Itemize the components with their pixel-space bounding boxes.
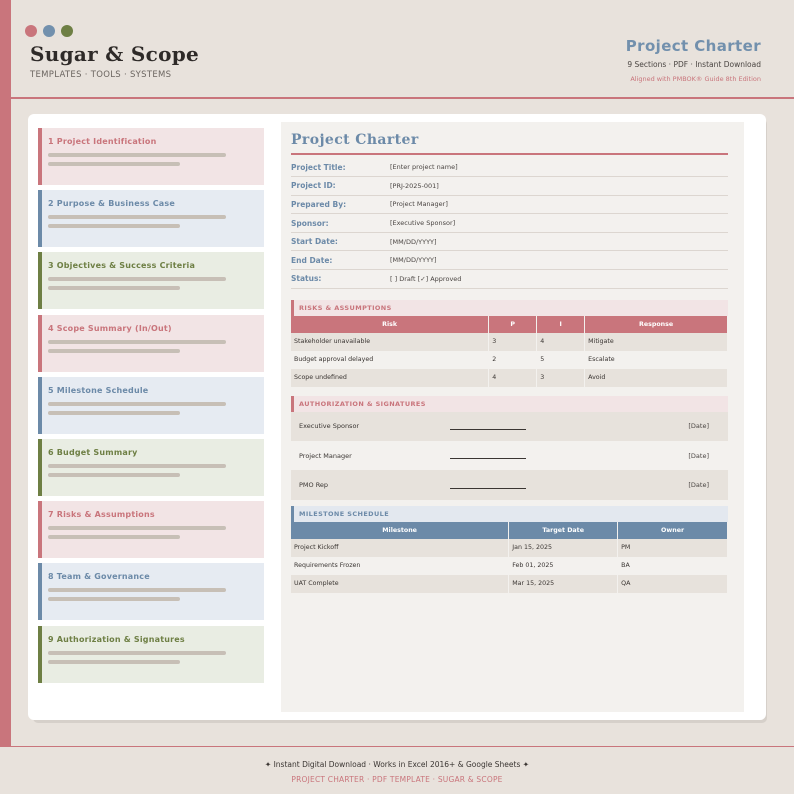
field-row	[291, 251, 728, 270]
header-subtitle: 9 Sections · PDF · Instant Download	[627, 60, 761, 69]
signature-line[interactable]	[450, 458, 526, 459]
signature-line[interactable]	[450, 429, 526, 430]
column-header: I	[537, 316, 585, 333]
field-label: Start Date:	[291, 237, 338, 247]
section-title: 3 Objectives & Success Criteria	[48, 261, 196, 271]
footer	[0, 760, 794, 784]
section-card[interactable]	[38, 501, 264, 558]
brand	[30, 42, 199, 80]
section-accent-bar	[38, 377, 42, 434]
field-value[interactable]: [Enter project name]	[390, 163, 458, 172]
section-card[interactable]	[38, 377, 264, 434]
footer-keywords: PROJECT CHARTER · PDF TEMPLATE · SUGAR & SCOPE	[291, 775, 503, 784]
placeholder-line	[48, 651, 226, 655]
column-header: P	[489, 316, 537, 333]
field-row	[291, 214, 728, 233]
field-value[interactable]: [MM/DD/YYYY]	[390, 256, 437, 265]
table-cell: BA	[618, 557, 728, 575]
placeholder-line	[48, 340, 226, 344]
field-label: Prepared By:	[291, 199, 347, 209]
table-row	[291, 539, 728, 557]
field-label: Project ID:	[291, 181, 336, 191]
table-row	[291, 333, 728, 351]
column-header: Target Date	[509, 522, 618, 539]
section-title: 4 Scope Summary (In/Out)	[48, 323, 172, 333]
column-header: Response	[585, 316, 728, 333]
section-accent-bar	[38, 626, 42, 683]
table-row	[291, 557, 728, 575]
table-cell: Mitigate	[585, 333, 728, 351]
window-dot-green	[61, 25, 73, 37]
section-card[interactable]	[38, 439, 264, 496]
header-divider	[11, 97, 794, 99]
field-row	[291, 270, 728, 289]
table-cell: Avoid	[585, 369, 728, 387]
column-header: Milestone	[291, 522, 509, 539]
table-cell: 4	[537, 333, 585, 351]
field-label: Project Title:	[291, 162, 346, 172]
section-card[interactable]	[38, 190, 264, 247]
risks-table-header	[291, 316, 728, 333]
placeholder-line	[48, 597, 180, 601]
risks-table	[291, 316, 728, 387]
placeholder-line	[48, 286, 180, 290]
signature-date[interactable]: [Date]	[688, 451, 709, 460]
section-title: 5 Milestone Schedule	[48, 385, 149, 395]
table-cell: Scope undefined	[291, 369, 489, 387]
table-cell: PM	[618, 539, 728, 557]
section-accent-bar	[38, 439, 42, 496]
header-note: Aligned with PMBOK® Guide 8th Edition	[630, 75, 761, 83]
placeholder-line	[48, 277, 226, 281]
table-cell: UAT Complete	[291, 575, 509, 593]
signature-block	[291, 412, 728, 500]
section-title: 8 Team & Governance	[48, 572, 150, 582]
left-accent-bar	[0, 0, 11, 746]
section-accent-bar	[38, 190, 42, 247]
section-title: 7 Risks & Assumptions	[48, 510, 155, 520]
section-card[interactable]	[38, 626, 264, 683]
signature-role: Project Manager	[299, 451, 352, 460]
table-cell: Mar 15, 2025	[509, 575, 618, 593]
identification-fields	[291, 159, 728, 289]
table-cell: Jan 15, 2025	[509, 539, 618, 557]
section-accent-bar	[38, 128, 42, 185]
placeholder-line	[48, 402, 226, 406]
signature-role: PMO Rep	[299, 481, 329, 490]
brand-name: Sugar & Scope	[30, 42, 200, 66]
document-preview	[281, 122, 744, 712]
section-card[interactable]	[38, 315, 264, 372]
placeholder-line	[48, 588, 226, 592]
placeholder-line	[48, 153, 226, 157]
footer-divider	[0, 746, 794, 747]
field-value[interactable]: [Project Manager]	[390, 200, 448, 209]
document-title: Project Charter	[291, 132, 419, 148]
field-value[interactable]: [Executive Sponsor]	[390, 219, 456, 228]
signature-line[interactable]	[450, 488, 526, 489]
table-cell: Stakeholder unavailable	[291, 333, 489, 351]
section-card[interactable]	[38, 128, 264, 185]
signature-row	[291, 412, 728, 441]
field-label: Status:	[291, 274, 322, 284]
milestones-table-header	[291, 522, 728, 539]
placeholder-line	[48, 215, 226, 219]
signature-role: Executive Sponsor	[299, 422, 360, 431]
brand-tagline: TEMPLATES · TOOLS · SYSTEMS	[30, 70, 172, 80]
field-row	[291, 159, 728, 178]
table-cell: Feb 01, 2025	[509, 557, 618, 575]
field-label: Sponsor:	[291, 218, 329, 228]
placeholder-line	[48, 224, 180, 228]
window-dot-blue	[43, 25, 55, 37]
section-card[interactable]	[38, 252, 264, 309]
placeholder-line	[48, 535, 180, 539]
authorization-heading: AUTHORIZATION & SIGNATURES	[291, 396, 728, 412]
table-cell: Project Kickoff	[291, 539, 509, 557]
placeholder-line	[48, 411, 180, 415]
table-row	[291, 351, 728, 369]
table-row	[291, 575, 728, 593]
section-card[interactable]	[38, 563, 264, 620]
placeholder-line	[48, 660, 180, 664]
field-value[interactable]: [ ] Draft [✓] Approved	[390, 274, 462, 283]
footer-tagline: ✦ Instant Digital Download · Works in Excel 2016+ & Google Sheets ✦	[264, 760, 530, 769]
placeholder-line	[48, 162, 180, 166]
section-title: 9 Authorization & Signatures	[48, 634, 185, 644]
section-accent-bar	[38, 501, 42, 558]
section-title: 6 Budget Summary	[48, 447, 138, 457]
table-cell: Budget approval delayed	[291, 351, 489, 369]
signature-row	[291, 441, 728, 470]
field-row	[291, 196, 728, 215]
section-accent-bar	[38, 252, 42, 309]
table-cell: 2	[489, 351, 537, 369]
placeholder-line	[48, 473, 180, 477]
section-accent-bar	[38, 315, 42, 372]
field-row	[291, 177, 728, 196]
window-dot-red	[25, 25, 37, 37]
column-header: Owner	[618, 522, 728, 539]
table-cell: 5	[537, 351, 585, 369]
milestones-heading: MILESTONE SCHEDULE	[291, 506, 728, 522]
section-title: 1 Project Identification	[48, 137, 157, 146]
document-title-rule	[291, 153, 728, 155]
section-accent-bar	[38, 563, 42, 620]
field-label: End Date:	[291, 255, 333, 265]
signature-row	[291, 470, 728, 499]
table-cell: Escalate	[585, 351, 728, 369]
placeholder-line	[48, 526, 226, 530]
field-value[interactable]: [PRJ-2025-001]	[390, 181, 439, 190]
header-title: Project Charter	[625, 37, 761, 55]
placeholder-line	[48, 349, 180, 353]
field-row	[291, 233, 728, 252]
window-dots	[25, 25, 73, 37]
section-list	[38, 128, 264, 688]
table-row	[291, 369, 728, 387]
field-value[interactable]: [MM/DD/YYYY]	[390, 237, 437, 246]
table-cell: Requirements Frozen	[291, 557, 509, 575]
column-header: Risk	[291, 316, 489, 333]
table-cell: 3	[489, 333, 537, 351]
risks-heading: RISKS & ASSUMPTIONS	[291, 300, 728, 316]
placeholder-line	[48, 464, 226, 468]
signature-date[interactable]: [Date]	[688, 422, 709, 431]
table-cell: 4	[489, 369, 537, 387]
milestones-table	[291, 522, 728, 593]
table-cell: 3	[537, 369, 585, 387]
signature-date[interactable]: [Date]	[688, 481, 709, 490]
table-cell: QA	[618, 575, 728, 593]
section-title: 2 Purpose & Business Case	[48, 199, 175, 209]
header-info	[626, 37, 761, 83]
